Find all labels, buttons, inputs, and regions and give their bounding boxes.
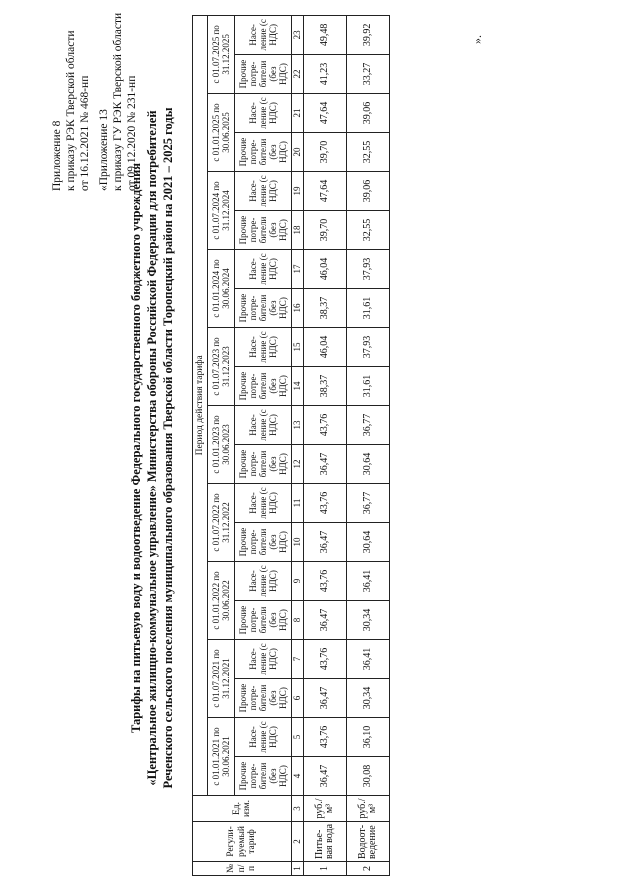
table-body — [304, 15, 390, 875]
header-tariff: Регули-руемый тариф — [193, 822, 292, 862]
subheader-population: Насе-ление (с НДС) — [235, 172, 292, 211]
tariff-value: 36,41 — [347, 562, 390, 601]
column-number: 22 — [292, 55, 304, 94]
header-unit: Ед. изм. — [193, 796, 292, 822]
subheader-other-consumers: Прочие потре-бители (без НДС) — [235, 55, 292, 94]
tariff-value: 37,93 — [347, 250, 390, 289]
periods-row — [208, 15, 235, 875]
tariff-value: 47,64 — [304, 94, 347, 133]
column-number: 4 — [292, 757, 304, 796]
column-number: 6 — [292, 679, 304, 718]
tariff-value: 30,08 — [347, 757, 390, 796]
tariff-value: 38,37 — [304, 367, 347, 406]
subheader-row — [235, 15, 292, 875]
column-number: 5 — [292, 718, 304, 757]
column-number: 17 — [292, 250, 304, 289]
tariff-value: 49,48 — [304, 15, 347, 54]
tariff-value: 41,23 — [304, 55, 347, 94]
row-unit: руб./м³ — [347, 796, 390, 822]
tariff-value: 30,64 — [347, 523, 390, 562]
tariff-value: 43,76 — [304, 406, 347, 445]
subheader-population: Насе-ление (с НДС) — [235, 562, 292, 601]
tariff-value: 36,77 — [347, 406, 390, 445]
tariff-table — [192, 15, 390, 876]
subheader-other-consumers: Прочие потре-бители (без НДС) — [235, 523, 292, 562]
column-number: 1 — [292, 862, 304, 876]
subheader-other-consumers: Прочие потре-бители (без НДС) — [235, 133, 292, 172]
period-header: с 01.07.2021 по 31.12.2021 — [208, 640, 235, 718]
tariff-value: 36,47 — [304, 757, 347, 796]
tariff-value: 39,70 — [304, 133, 347, 172]
period-header: с 01.01.2021 по 30.06.2021 — [208, 718, 235, 796]
title-line: «Центральное жилищно-коммунальное управление» Министерства обороны Российской Федерации для потребителей — [145, 110, 159, 786]
column-number: 20 — [292, 133, 304, 172]
tariff-value: 36,47 — [304, 523, 347, 562]
period-header: с 01.07.2024 по 31.12.2024 — [208, 172, 235, 250]
tariff-value: 33,27 — [347, 55, 390, 94]
column-number: 21 — [292, 94, 304, 133]
tariff-value: 39,06 — [347, 94, 390, 133]
period-header: с 01.01.2022 по 30.06.2022 — [208, 562, 235, 640]
subheader-other-consumers: Прочие потре-бители (без НДС) — [235, 757, 292, 796]
table-row — [347, 15, 390, 875]
column-number: 3 — [292, 796, 304, 822]
subheader-population: Насе-ление (с НДС) — [235, 484, 292, 523]
column-number: 8 — [292, 601, 304, 640]
tariff-value: 32,55 — [347, 211, 390, 250]
closing-mark: ». — [470, 35, 484, 44]
tariff-value: 36,47 — [304, 679, 347, 718]
header-period: Период действия тарифа — [193, 15, 208, 795]
title-line: Реченского сельского поселения муниципального образования Тверской области Торопецкий район на 2021 – 2025 годы — [161, 107, 175, 789]
tariff-value: 46,04 — [304, 250, 347, 289]
row-tariff-name: Водоот-ведение — [347, 822, 390, 862]
column-number: 15 — [292, 328, 304, 367]
subheader-population: Насе-ление (с НДС) — [235, 250, 292, 289]
tariff-value: 31,61 — [347, 367, 390, 406]
column-number: 13 — [292, 406, 304, 445]
tariff-value: 31,61 — [347, 289, 390, 328]
column-number: 10 — [292, 523, 304, 562]
tariff-value: 36,10 — [347, 718, 390, 757]
column-number-row — [292, 15, 304, 875]
tariff-value: 36,47 — [304, 601, 347, 640]
tariff-value: 37,93 — [347, 328, 390, 367]
column-number: 7 — [292, 640, 304, 679]
tariff-value: 32,55 — [347, 133, 390, 172]
column-number: 9 — [292, 562, 304, 601]
period-header: с 01.01.2025 по 30.06.2025 — [208, 94, 235, 172]
subheader-population: Насе-ление (с НДС) — [235, 640, 292, 679]
tariff-value: 38,37 — [304, 289, 347, 328]
subheader-other-consumers: Прочие потре-бители (без НДС) — [235, 289, 292, 328]
column-number: 14 — [292, 367, 304, 406]
subheader-other-consumers: Прочие потре-бители (без НДС) — [235, 367, 292, 406]
row-tariff-name: Питье-вая вода — [304, 822, 347, 862]
column-number: 12 — [292, 445, 304, 484]
table-row — [304, 15, 347, 875]
tariff-value: 39,06 — [347, 172, 390, 211]
tariff-value: 43,76 — [304, 484, 347, 523]
rotated-page: Приложение 8 к приказу РЭК Тверской области от 16.12.2021 № 468-нп «Приложение 13 к приказу ГУ РЭК Тверской области от 09.12.2020 № 231-нп Тарифы на питьевую воду и водоотведение Федерального государственного бюджетного учреждения «Центральное жилищно-коммунальное управление» Министерства обороны Российской Федерации для потребителей Реченского сельского поселения муниципального образования Тверской области Торопецкий район на 2021 – 2025 годы № п/п Регули-руемый тариф Ед. изм. Период действия тарифа с 01.01.2021 по 30.06.2021 с 01.07.2021 по 31.12.2021 с 01.01.2022 по 30.06.2022 с 01.07.2022 по 31.12.2022 с 01.01.2023 по 30.06.2023 с 01.07.2023 по 31.12.2023 с 01.01.2024 по 30.06.2024 с 01.07.2024 по 31.12.2024 с 01.01.2025 по 30.06.2025 с 01.07.2025 по 31.12.2025 Прочие потре-бители (без НДС) Насе-ление (с НДС) Прочие потре-бители (без НДС) Насе-ление (с НДС) Прочие потре-бители (без НДС) Насе-ление (с НДС) Прочие потре-бители (без НДС) Насе-ление (с НДС) Прочие потре-бители (без НДС) Насе-ление (с НДС) Прочие потре-бители (без НДС) Насе-ление (с НДС) Прочие потре-бители (без НДС) Насе-ление (с НДС) Прочие потре-бители (без НДС) Насе-ление (с НДС) Прочие потре-бители (без НДС) Насе-ление (с НДС) Прочие потре-бители (без НДС) Насе-ление (с НДС) 1 2 3 4 5 6 7 8 9 10 11 12 13 14 15 16 17 18 19 20 21 22 23 1 Питье-вая вода руб./м³ 36,47 43,76 36,47 43,76 36,47 43,76 36,47 43,76 36,47 43,76 38,37 46,04 38,37 46,04 39,70 47,64 39,70 47,64 41,23 49,48 2 Водоот-ведение руб./м³ 30,08 36,10 30,34 36,41 30,34 36,41 30,64 36,77 30,64 36,77 31,61 37,93 31,61 37,93 32,55 39,06 32,55 39,06 33,27 39,92 ». — [0, 0, 640, 896]
period-header: с 01.07.2025 по 31.12.2025 — [208, 15, 235, 93]
row-number: 1 — [304, 862, 347, 876]
tariff-value: 30,34 — [347, 601, 390, 640]
tariff-value: 39,70 — [304, 211, 347, 250]
tariff-value: 47,64 — [304, 172, 347, 211]
tariff-value: 30,34 — [347, 679, 390, 718]
period-header: с 01.01.2024 по 30.06.2024 — [208, 250, 235, 328]
row-number: 2 — [347, 862, 390, 876]
tariff-value: 43,76 — [304, 640, 347, 679]
tariff-value: 46,04 — [304, 328, 347, 367]
subheader-population: Насе-ление (с НДС) — [235, 328, 292, 367]
tariff-value: 36,77 — [347, 484, 390, 523]
tariff-value: 43,76 — [304, 718, 347, 757]
subheader-other-consumers: Прочие потре-бители (без НДС) — [235, 211, 292, 250]
subheader-other-consumers: Прочие потре-бители (без НДС) — [235, 679, 292, 718]
period-header: с 01.07.2022 по 31.12.2022 — [208, 484, 235, 562]
column-number: 11 — [292, 484, 304, 523]
tariff-value: 43,76 — [304, 562, 347, 601]
subheader-population: Насе-ление (с НДС) — [235, 15, 292, 54]
period-header: с 01.01.2023 по 30.06.2023 — [208, 406, 235, 484]
tariff-value: 36,41 — [347, 640, 390, 679]
subheader-other-consumers: Прочие потре-бители (без НДС) — [235, 445, 292, 484]
subheader-population: Насе-ление (с НДС) — [235, 718, 292, 757]
tariff-value: 36,47 — [304, 445, 347, 484]
subheader-population: Насе-ление (с НДС) — [235, 406, 292, 445]
document-title — [128, 0, 176, 896]
column-number: 16 — [292, 289, 304, 328]
row-unit: руб./м³ — [304, 796, 347, 822]
tariff-value: 39,92 — [347, 15, 390, 54]
header-no: № п/п — [193, 862, 292, 876]
column-number: 19 — [292, 172, 304, 211]
tariff-value: 30,64 — [347, 445, 390, 484]
subheader-other-consumers: Прочие потре-бители (без НДС) — [235, 601, 292, 640]
subheader-population: Насе-ление (с НДС) — [235, 94, 292, 133]
column-number: 18 — [292, 211, 304, 250]
column-number: 2 — [292, 822, 304, 862]
period-header: с 01.07.2023 по 31.12.2023 — [208, 328, 235, 406]
title-line: Тарифы на питьевую воду и водоотведение Федерального государственного бюджетного учреждения — [129, 162, 143, 734]
column-number: 23 — [292, 15, 304, 54]
